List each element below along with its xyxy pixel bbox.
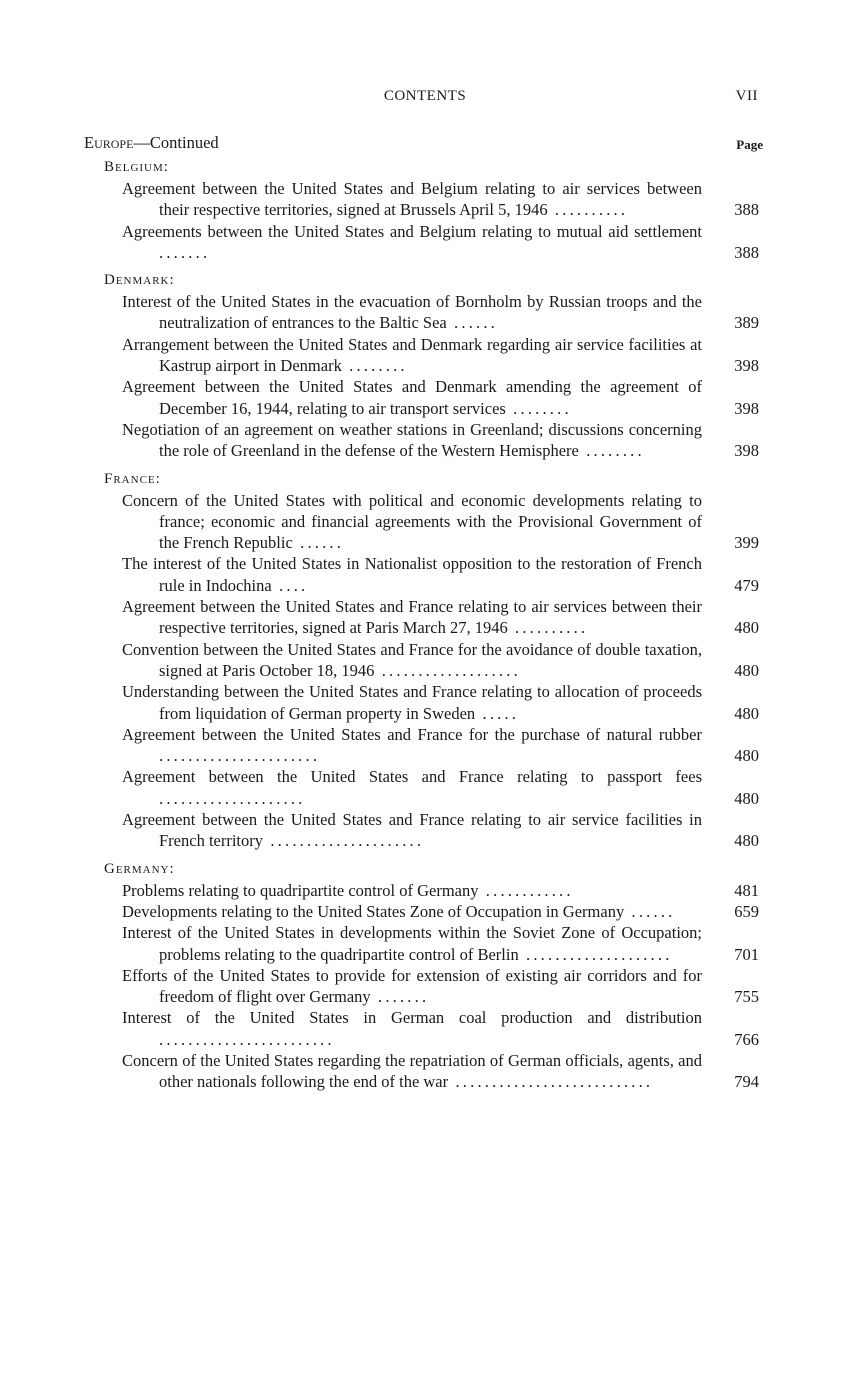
entry-page-number: 755 xyxy=(734,987,759,1007)
entry-title: Understanding between the United States and France relating to allocation of proceeds from liquidation of German property in Sweden xyxy=(122,682,702,723)
contents-entry xyxy=(84,419,764,462)
region-suffix: —Continued xyxy=(133,133,219,152)
entry-title: Problems relating to quadripartite control of Germany xyxy=(122,880,479,900)
contents-entry xyxy=(84,639,764,682)
entry-page-number: 481 xyxy=(734,880,759,900)
dot-leader: ...... xyxy=(624,901,676,921)
contents-entry xyxy=(84,490,764,554)
entry-title: Agreements between the United States and Belgium relating to mutual aid settlement xyxy=(122,221,702,241)
entry-page-number: 398 xyxy=(734,441,759,461)
contents-entry xyxy=(84,901,764,922)
entry-title: Developments relating to the United States Zone of Occupation in Germany xyxy=(122,901,625,921)
dot-leader: ........ xyxy=(578,441,645,461)
entry-title: Agreement between the United States and France relating to air services between their respective territories, signed at Paris March 27, 1946 xyxy=(122,597,702,638)
dot-leader: ...................... xyxy=(159,746,321,766)
country-heading: Belgium: xyxy=(104,159,169,175)
entry-page-number: 480 xyxy=(734,660,759,680)
dot-leader: ....... xyxy=(159,242,211,262)
entry-page-number: 480 xyxy=(734,703,759,723)
contents-list xyxy=(84,157,764,1093)
entry-title: Concern of the United States regarding the repatriation of German officials, agents, and other nationals following the end of the war xyxy=(122,1050,702,1092)
entry-page-number: 766 xyxy=(734,1029,759,1049)
contents-entry xyxy=(84,178,764,221)
country-heading: Denmark: xyxy=(104,272,175,289)
entry-page-number: 480 xyxy=(734,788,759,808)
entry-page-number: 388 xyxy=(734,200,759,220)
contents-entry xyxy=(84,880,764,901)
dot-leader: .................... xyxy=(518,944,673,964)
dot-leader: ................... xyxy=(374,660,521,680)
dot-leader: ..................... xyxy=(263,831,425,851)
country-heading: France: xyxy=(104,470,161,487)
entry-title: Agreement between the United States and Belgium relating to air services between their respective territories, signed at Brussels April 5, 1946 xyxy=(122,179,702,220)
contents-entry xyxy=(84,681,764,724)
entry-title: Negotiation of an agreement on weather stations in Greenland; discussions concerning the role of Greenland in the defense of the Western Hemisphere xyxy=(122,419,702,461)
page-column-label: Page xyxy=(736,137,763,152)
entry-page-number: 398 xyxy=(734,356,759,376)
contents-entry xyxy=(84,596,764,639)
entry-page-number: 398 xyxy=(734,398,759,418)
entry-page-number: 480 xyxy=(734,618,759,638)
entry-title: Agreement between the United States and Denmark amending the agreement of December 16, 1944, relating to air transport services xyxy=(122,377,702,418)
entry-title: The interest of the United States in Nationalist opposition to the restoration of French rule in Indochina xyxy=(122,554,702,595)
entry-title: Interest of the United States in the evacuation of Bornholm by Russian troops and the neutralization of entrances to the Baltic Sea xyxy=(122,292,702,333)
entry-title: Agreement between the United States and France relating to air service facilities in French territory xyxy=(122,810,702,851)
contents-entry xyxy=(84,1007,764,1050)
contents-entry xyxy=(84,809,764,852)
entry-page-number: 701 xyxy=(734,944,759,964)
dot-leader: ........ xyxy=(505,398,572,418)
entry-page-number: 389 xyxy=(734,313,759,333)
dot-leader: ........................ xyxy=(159,1029,335,1049)
contents-entry xyxy=(84,334,764,377)
region-name: Europe xyxy=(84,133,134,152)
contents-entry xyxy=(84,376,764,419)
dot-leader: ........ xyxy=(341,356,408,376)
country-heading: Germany: xyxy=(104,860,175,877)
entry-page-number: 794 xyxy=(734,1072,759,1092)
contents-entry xyxy=(84,724,764,767)
dot-leader: ..... xyxy=(475,703,520,723)
entry-page-number: 480 xyxy=(734,746,759,766)
entry-title: Convention between the United States and France for the avoidance of double taxation, signed at Paris October 18, 1946 xyxy=(122,639,702,680)
entry-page-number: 388 xyxy=(734,242,759,262)
entry-page-number: 480 xyxy=(734,831,759,851)
entry-title: Interest of the United States in developments within the Soviet Zone of Occupation; problems relating to the quadripartite control of Berlin xyxy=(122,923,702,964)
dot-leader: .................... xyxy=(159,788,306,808)
contents-entry xyxy=(84,291,764,334)
dot-leader: ....... xyxy=(370,987,430,1007)
entry-page-number: 659 xyxy=(734,901,759,921)
contents-entry xyxy=(84,766,764,809)
contents-entry xyxy=(84,221,764,264)
entry-title: Efforts of the United States to provide for extension of existing air corridors and for freedom of flight over Germany xyxy=(122,965,702,1007)
dot-leader: .......... xyxy=(507,618,589,638)
entry-title: Concern of the United States with political and economic developments relating to france; economic and financial agreements with the Provisional Government of the French Republic xyxy=(122,490,702,553)
entry-page-number: 399 xyxy=(734,533,759,553)
contents-entry xyxy=(84,553,764,596)
entry-title: Arrangement between the United States and Denmark regarding air service facilities at Kastrup airport in Denmark xyxy=(122,334,702,376)
dot-leader: ...... xyxy=(292,533,345,553)
entry-title: Interest of the United States in German coal production and distribution xyxy=(122,1008,702,1028)
dot-leader: .......... xyxy=(547,200,629,220)
dot-leader: ...... xyxy=(446,313,498,333)
dot-leader: ........................... xyxy=(448,1072,654,1092)
dot-leader: ............ xyxy=(478,880,574,900)
entry-page-number: 479 xyxy=(734,575,759,595)
dot-leader: .... xyxy=(271,575,309,595)
running-head-title: CONTENTS xyxy=(383,88,467,104)
running-head-page-number: VII xyxy=(735,88,758,104)
entry-title: Agreement between the United States and France for the purchase of natural rubber xyxy=(122,724,702,744)
contents-entry xyxy=(84,965,764,1008)
contents-entry xyxy=(84,922,764,965)
contents-entry xyxy=(84,1050,764,1093)
region-heading xyxy=(84,133,219,153)
entry-title: Agreement between the United States and France relating to passport fees xyxy=(122,767,702,787)
